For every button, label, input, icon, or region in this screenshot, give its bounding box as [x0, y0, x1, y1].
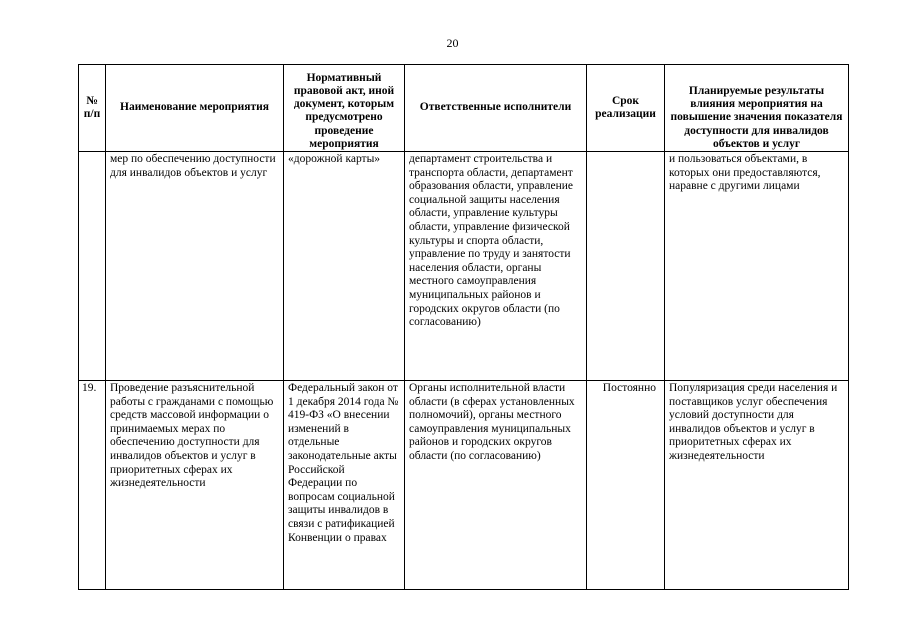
- header-num-text: № п/п: [83, 94, 101, 120]
- cell-results: и пользоваться объектами, в которых они предоставляются, наравне с другими лицами: [665, 152, 849, 381]
- header-term-text: Срок реализации: [595, 94, 656, 120]
- header-name-text: Наименование мероприятия: [120, 101, 269, 114]
- cell-executors: департамент строительства и транспорта области, департамент образования области, управление социальной защиты населения области, управление культуры области, управление физической культуры и спорта области, управление по труду и занятости населения области, органы местного самоуправления муниципальных районов и городских округов области (по согласованию): [405, 152, 587, 381]
- header-results-text: [668, 65, 845, 151]
- header-results-inner: Планируемые результаты влияния мероприятия на повышение значения показателя доступности для инвалидов объектов и услуг: [670, 84, 843, 150]
- cell-act: «дорожной карты»: [284, 152, 405, 381]
- cell-name: Проведение разъяснительной работы с гражданами с помощью средств массовой информации о принимаемых мерах по обеспечению доступности для инвалидов объектов и услуг в приоритетных сферах их жизнедеятельности: [106, 381, 284, 590]
- cell-term: [587, 152, 665, 381]
- cell-name: мер по обеспечению доступности для инвалидов объектов и услуг: [106, 152, 284, 381]
- header-name: [106, 65, 284, 152]
- header-act-text: [287, 65, 401, 151]
- measures-table: [78, 64, 849, 590]
- header-act: [284, 65, 405, 152]
- page-number: 20: [446, 36, 459, 50]
- table-header-row: [79, 65, 849, 152]
- cell-act: [284, 381, 405, 590]
- header-executors: [405, 65, 587, 152]
- cell-num: 19.: [79, 381, 106, 590]
- table-row: [79, 152, 849, 381]
- header-results: [665, 65, 849, 152]
- table-row: [79, 381, 849, 590]
- header-num: [79, 65, 106, 152]
- cell-num: [79, 152, 106, 381]
- header-term: [587, 65, 665, 152]
- header-executors-text: Ответственные исполнители: [419, 101, 572, 114]
- cell-act-text: Федеральный закон от 1 декабря 2014 года № 419-ФЗ «О внесении изменений в отдельные законодательные акты Российской Федерации по вопросам социальной защиты инвалидов в связи с ратификацией Конвенции о правах: [288, 382, 399, 544]
- header-act-inner: Нормативный правовой акт, иной документ, которым предусмотрено проведение мероприятия: [293, 71, 395, 150]
- cell-executors: Органы исполнительной власти области (в сферах установленных полномочий), органы местного самоуправления муниципальных районов и городских округов области (по согласованию): [405, 381, 587, 590]
- cell-results: Популяризация среди населения и поставщиков услуг обеспечения условий доступности для инвалидов объектов и услуг в приоритетных сферах их жизнедеятельности: [665, 381, 849, 590]
- cell-term: Постоянно: [587, 381, 665, 590]
